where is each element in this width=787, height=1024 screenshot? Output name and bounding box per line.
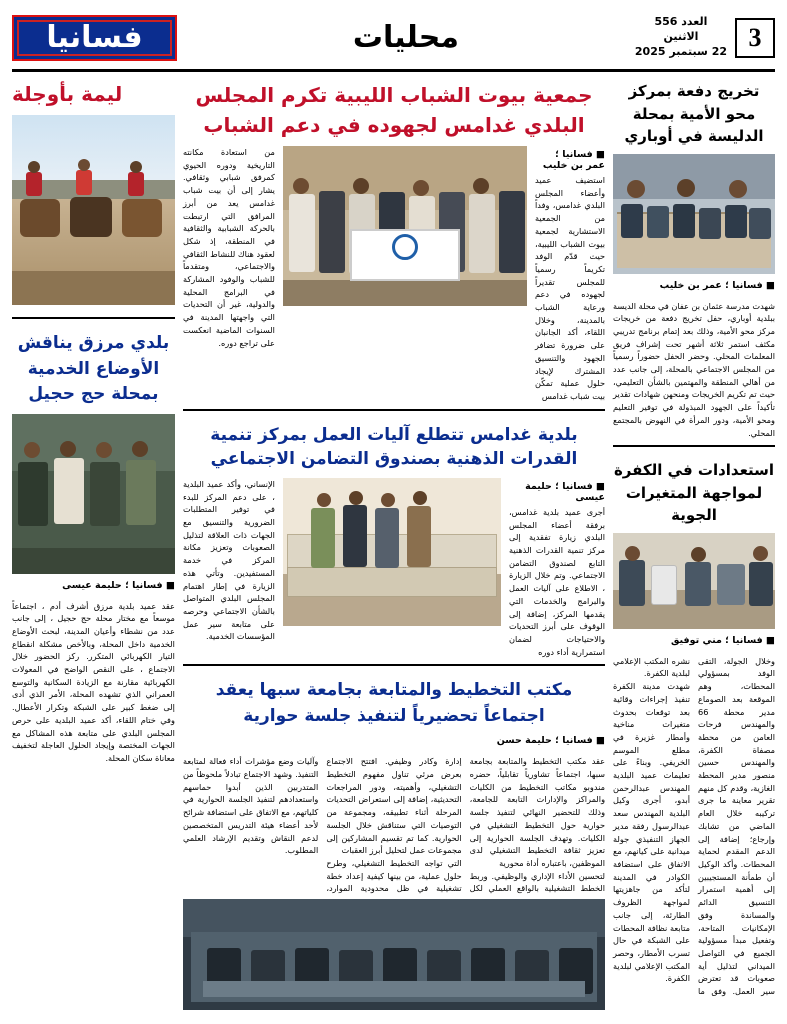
- story-youth-body-left: استضيف عميد وأعضاء المجلس البلدي غدامس، وفداً من الجمعية الاستشارية لجمعية بيوت الشباب الليبية، حيث قدّم الوفد تكريماً رسمياً للمجلس تقديراً لجهوده في دعم ورعاية الشباب بالمدينة، وخلال اللقاء، أكد الجانبان على ضرورة تضافر الجهود والتنسيق المشترك لإيجاد حلول عملية تمكّن بيت شباب غدامس: [535, 175, 606, 401]
- column-left: [12, 80, 175, 1010]
- issue-date: 22 سبتمبر 2025: [634, 44, 727, 58]
- story-literacy-headline: تخريج دفعة بمركز محو الأمية بمحلة الدليسة في أوباري: [624, 82, 764, 145]
- column-right: [613, 80, 775, 1010]
- story-planning-photo: [183, 899, 605, 1010]
- story-planning-col1: التي تواجه التخطيط التشغيلي، وطرح حلول عملية، من بينها كيفية إعداد خطة تشغيلية في ظل محدودية الموارد، وآليات وضع مؤشرات أداء فعالة لمتابعة التنفيذ. وشهد الاجتماع تبادلاً ملحوظاً من المتدربين الذين أبدوا حماسهم واستعدادهم لتنفيذ الجلسة الحوارية في كلياتهم، مع الاتفاق على استضافة شرائح لأحد أعضاء هيئة التدريس المتخصصين لدعم النقاش وتقديم الإرشاد العلمي المطلوب.: [182, 756, 462, 894]
- story-youth-body-right: من استعادة مكانته التاريخية ودوره الحيوي كمرفق شبابي وثقافي. يشار إلى أن بيت شباب غدامس يعد من أبرز المرافق التي ارتبطت بالحركة الشبابية والثقافية في المنطقة، إذ شكل لعقود هناك للنشاط الثقافي والاجتماعي، ومتقدماً للشباب والوفود المشاركة في البرامج المحلية والدولية، غير أن التحديات التي واجهتها المدينة في السنوات الماضية انعكست على تراجع دوره.: [182, 147, 275, 348]
- story-murzuq-byline: ■ فسانيا ؛ حليمة عيسى: [62, 579, 175, 591]
- issue-number: العدد 556: [654, 15, 708, 29]
- issue-info: [635, 15, 727, 60]
- story-planning-col3: عقد مكتب التخطيط والمتابعة بجامعة سبها، اجتماعاً تشاورياً تقابلياً، حضره مندوبو مكاتب التخطيط من الكليات والمراكز والإدارات التابعة للجامعة، وذلك للتحضير النهائي لتنفيذ جلسة حوارية حول التخطيط التشغيلي في الكليات. وتهدف الجلسة الحوارية إلى تعزيز ثقافة التخطيط التشغيلي لدى الموظفين، باعتباره أداة محورية: [469, 756, 606, 868]
- masthead-center: [177, 10, 635, 65]
- page-number: 3: [735, 18, 775, 58]
- story-ghadames-body-left: أجرى عميد بلدية غدامس، برفقة أعضاء المجلس البلدي زيارة تفقدية إلى مركز تنمية القدرات الذهنية التابع لصندوق التضامن الاجتماعي. وتم خلال الزيارة ، الاطلاع على آليات العمل والبرامج والخدمات التي يقدمها المركز، إضافة إلى الوقوف على أبرز التحديات والاحتياجات لضمان استمرارية أداء دوره: [509, 506, 606, 657]
- story-ghadames-body-right: الإنساني، وأكد عميد البلدية ، على دعم المركز للبدء في توفير المتطلبات الضرورية والتنسيق مع الجهات ذات العلاقة لتذليل الصعوبات وتعزيز مكانة المركز في خدمة المستفيدين. وتأتي هذه الزيارة في إطار اهتمام المجلس البلدي المتواصل بالشأن الاجتماعي وحرصه على متابعة سير عمل المؤسسات الخدمية.: [182, 478, 275, 642]
- logo-text: فسانيا: [46, 20, 143, 55]
- story-literacy-photo: [613, 154, 775, 274]
- story-youth-photo: [283, 146, 527, 306]
- story-planning-byline: ■ فسانيا ؛ حليمة حسن: [496, 735, 606, 747]
- divider-left-1: [12, 317, 175, 319]
- story-planning-col2: لتحسين الأداء الإداري والوظيفي. وربط الخطط التشغيلية بالواقع العملي لكل إدارة وكادر وظيفي. افتتح الاجتماع بعرض مرئي تناول مفهوم التخطيط التشغيلي، وأهميته، ودور المراجعات التحديثية، إضافة إلى استعراض التحديات المرحلة أثناء تطبيقه، ومجموعة من التوصيات التي ستناقش خلال الجلسة الحوارية. كما تم تقسيم المشاركين إلى مجموعات عمل لتحليل أبرز العقبات: [326, 756, 606, 894]
- column-middle: [183, 80, 605, 1010]
- story-kufra-body-col2: وخلال الجولة، التقى الوفد بمسؤولي المحطات، وهم الموقعة بعد الصوماع مدير محطة 66 والمهندس فرحات العامن من محطة مصفاة الكفرة، والمهندس حسين منصور مدير المحطة الغازية، وقدم كل منهم تقرير معاينة ما جرى تركيبه خلال العام الماضي من تشابك وإرجاع؛ إضافة إلى الدعم المقدم لحماية المحطات. وأكد الوكيل أن طمأنة المستجيبين إلى أهمية استمرار التنسيق الدائم والمساندة وفق الإمكانيات المتاحة، وتفعيل مبدأ مسؤولية الجميع في التواصل الميداني لتذليل أية صعوبات قد تعترض سير العمل. وفق ما نشره المكتب الإعلامي لبلدية الكفرة.: [613, 655, 775, 997]
- section-title: محليات: [352, 20, 459, 55]
- story-kufra-body-col1: شهدت مدينة الكفرة تنفيذ إجراءات وقائية بعد توقعات بحدوث متغيرات مناخية وأمطار غزيرة في مطلع الموسم الخريفي. وبناءً على تعليمات عميد البلدية المهندس عبدالرحمن أبدو، أجرى وكيل البلدية المهندس سعد عبدالرسول رفقة مدير الجهاز التنفيذي جولة ميدانية على كيانهم، مع الاتفاق على استضافة الكوادر في المدينة لتأكد من جاهزيتها لمواجهة الظروف الطارئة، إلى جانب متابعة نظافة المحطات على الشبكة في حال تسرب الأمطار، وحصر المكتب الإعلامي لبلدية الكفرة.: [613, 681, 691, 984]
- story-ghadames-byline: ■ فسانيا ؛ حليمة عيسى: [525, 480, 606, 503]
- divider-mid-2: [183, 664, 605, 666]
- story-youth-headline: جمعية بيوت الشباب الليبية تكرم المجلس البلدي غدامس لجهوده في دعم الشباب: [195, 83, 593, 137]
- page-content: [12, 80, 775, 1010]
- story-kufra-headline: استعدادات في الكفرة لمواجهة المتغيرات الجوية: [613, 461, 775, 525]
- story-murzuq-headline: بلدي مرزق يناقش الأوضاع الخدمية بمحلة حج حجيل: [17, 333, 170, 404]
- story-ghadames-headline: بلدية غدامس تتطلع آليات العمل بمركز تنمية القدرات الذهنية بصندوق التضامن الاجتماعي: [210, 424, 578, 470]
- story-awjila-photo: [12, 115, 175, 305]
- story-literacy-byline: ■ فسانيا ؛ عمر بن خليب: [659, 279, 775, 291]
- masthead-left: [635, 10, 775, 65]
- story-kufra-photo: [613, 533, 775, 629]
- story-ghadames-photo: [283, 478, 501, 626]
- story-murzuq-photo: [12, 414, 175, 574]
- story-kufra-body: [613, 655, 775, 998]
- publication-logo: [12, 15, 177, 61]
- story-youth-byline: ■ فسانيا ؛ عمر بن خليب: [542, 149, 606, 171]
- story-murzuq-body: عقد عميد بلدية مرزق أشرف أدم ، اجتماعاً موسعاً مع مختار محلة حج حجيل ، إلى جانب عدد من نشطاء وأعيان المدينة، لبحث الأوضاع الخدمية داخل المحلة، وبالأخص مشكلة انقطاع التيار الكهربائي المتكرر. ركز الحضور خلال الاجتماع ، على النقص الواضح في المعولات الكهربائية مقارنة مع الزيادة السكانية والتوسع العمراني الذي تشهده المحلة، الأمر الذي أدى إلى ضغط كبير على الشبكة وتكرار الأعطال. وفي ختام اللقاء، أكد عميد البلدية على حرص المجلس البلدي على متابعة هذه المشاكل مع الجهات المختصة وإيجاد الحلول العاجلة لتخفيف معاناة سكان المحلة.: [11, 600, 175, 763]
- divider-right-1: [613, 445, 775, 447]
- story-planning-body: [183, 755, 605, 895]
- story-planning-headline: مكتب التخطيط والمتابعة بجامعة سبها يعقد اجتماعاً تحضيرياً لتنفيذ جلسة حوارية: [215, 680, 573, 726]
- divider-mid-1: [183, 409, 605, 411]
- story-literacy-body: شهدت مدرسة عثمان بن عفان في محلة الديسة ببلدية أوباري، حفل تخريج دفعة من خريجات مركز محو الأمية، وذلك بعد إتمام برنامج تدريبي مكثف استمر ثلاثة أشهر تحت إشراف فريق المعلمات المحلي. وحضر الحفل حضوراً رسمياً من المجلس الاجتماعي بالمحلة، إلى جانب عدد من أهالي المنطقة والمهتمين بالشأن التعليمي، حيث تم تكريم الخريجات ومنحهن شهادات تقدير تأكيداً على الجهود المبذولة في توفير التعليم ومحو الأمية، ودور المرأة في النهوض بالمجتمع المحلي.: [613, 300, 775, 438]
- story-awjila-headline: ليمة بأوجلة: [11, 82, 123, 106]
- masthead: [12, 10, 775, 72]
- masthead-right: [12, 10, 177, 65]
- issue-weekday: الاثنين: [663, 30, 699, 44]
- story-kufra-byline: ■ فسانيا ؛ مني توفيق: [670, 634, 775, 646]
